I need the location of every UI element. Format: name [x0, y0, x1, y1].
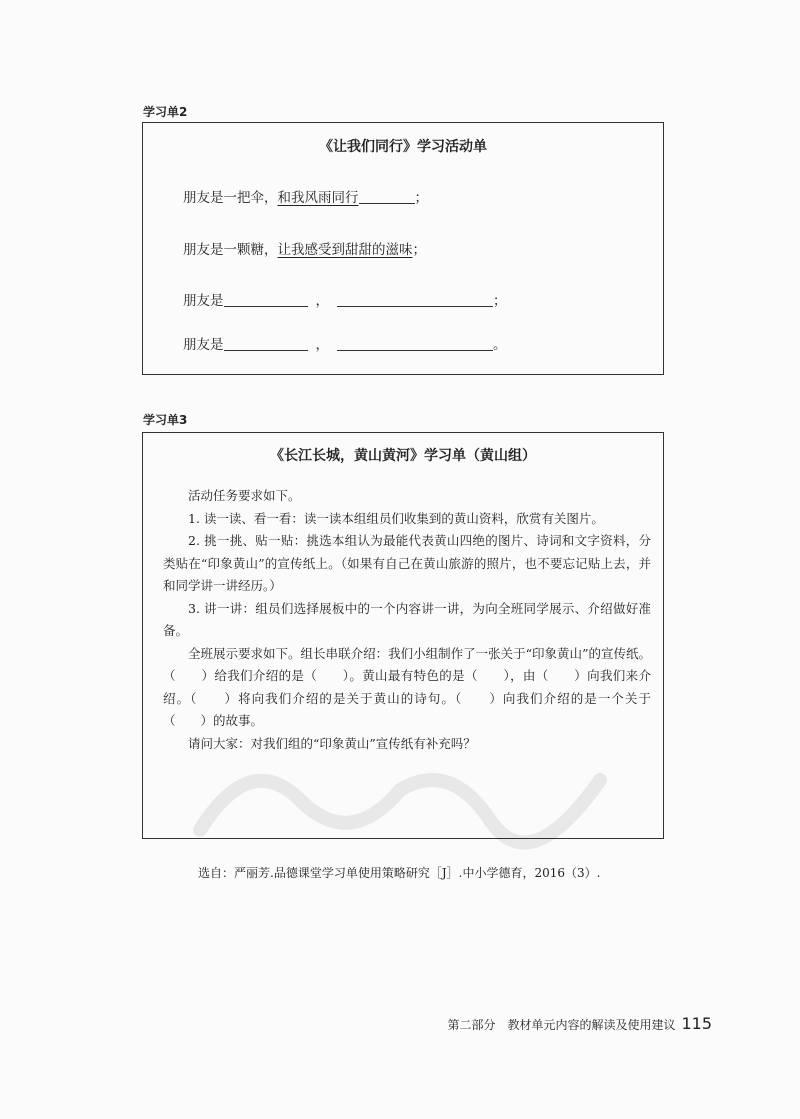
- citation: 选自：严丽芳.品德课堂学习单使用策略研究［J］.中小学德育，2016（3）.: [198, 866, 601, 880]
- line-end: ；: [412, 242, 426, 258]
- answer-blank: [224, 336, 308, 351]
- sheet2-title: 《让我们同行》学习活动单: [319, 139, 487, 155]
- sheet2-box: [142, 122, 664, 375]
- sheet2-line-4: [183, 333, 507, 353]
- line-answer: 和我风雨同行: [277, 190, 359, 206]
- line-end: ；: [414, 190, 428, 206]
- line-end: 。: [493, 337, 507, 353]
- line-answer: 让我感受到甜甜的滋味: [277, 242, 413, 258]
- sheet3-body: [163, 485, 651, 755]
- answer-blank: [224, 292, 308, 307]
- sheet3-title: 《长江长城，黄山黄河》学习单（黄山组）: [270, 448, 536, 464]
- paragraph: 活动任务要求如下。: [188, 488, 301, 503]
- line-prefix: 朋友是一把伞，: [183, 190, 278, 206]
- answer-blank: [337, 336, 493, 351]
- answer-blank: [359, 189, 415, 204]
- paragraph: 全班展示要求如下。组长串联介绍：我们小组制作了一张关于“印象黄山”的宣传纸。（ ）给我们介绍的是（ ）。黄山最有特色的是（ ），由（ ）向我们来介绍。（ ）将向我们介绍的是关于黄山的诗句。（ ）向我们介绍的是一个关于（ ）的故事。: [163, 645, 651, 728]
- sheet3-label: 学习单3: [143, 413, 188, 427]
- footer-section: 第二部分 教材单元内容的解读及使用建议: [447, 1018, 676, 1032]
- answer-blank: [337, 292, 493, 307]
- page-footer: [447, 1014, 712, 1033]
- sheet2-line-2: [183, 238, 426, 258]
- line-prefix: 朋友是: [183, 337, 224, 353]
- paragraph: 3. 讲一讲：组员们选择展板中的一个内容讲一讲，为向全班同学展示、介绍做好准备。: [163, 600, 651, 638]
- line-prefix: 朋友是一颗糖，: [183, 242, 278, 258]
- paragraph: 1. 读一读、看一看：读一读本组组员们收集到的黄山资料，欣赏有关图片。: [188, 510, 604, 526]
- line-mid: ，: [315, 293, 329, 309]
- paragraph: 2. 挑一挑、贴一贴：挑选本组认为最能代表黄山四绝的图片、诗词和文字资料，分类贴在“印象黄山”的宣传纸上。（如果有自己在黄山旅游的照片，也不要忘记贴上去，并和同学讲一讲经历。）: [163, 533, 651, 593]
- paragraph: 请问大家：对我们组的“印象黄山”宣传纸有补充吗？: [188, 735, 476, 751]
- sheet2-line-1: [183, 186, 428, 206]
- line-prefix: 朋友是: [183, 293, 224, 309]
- line-end: ；: [493, 293, 507, 309]
- page-number: 115: [681, 1014, 712, 1033]
- line-mid: ，: [315, 337, 329, 353]
- sheet3-box: [142, 432, 664, 839]
- sheet2-line-3: [183, 289, 507, 309]
- sheet2-label: 学习单2: [143, 105, 188, 119]
